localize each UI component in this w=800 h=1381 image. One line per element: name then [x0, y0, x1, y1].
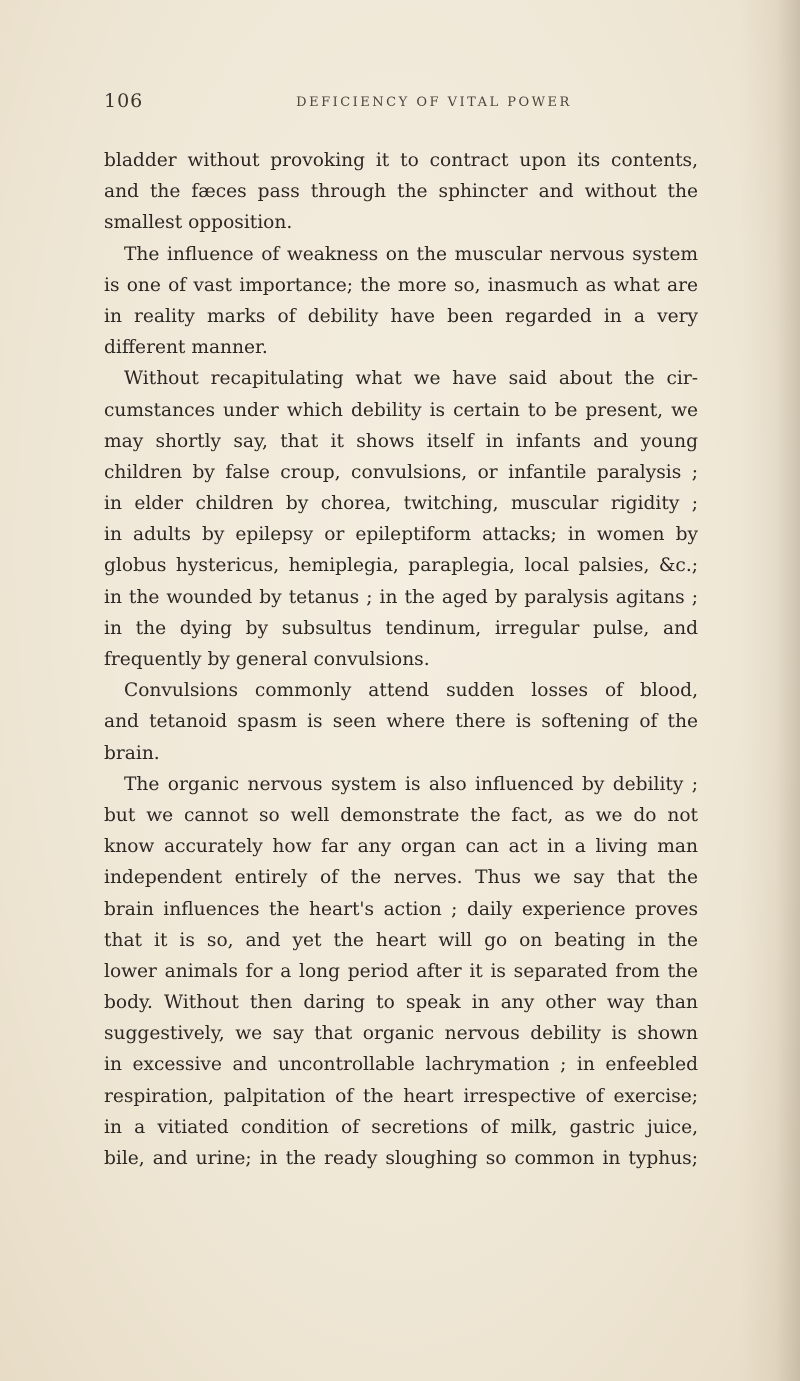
- text-line: suggestively, we say that organic nervous debility is shown: [104, 1023, 698, 1045]
- page-header: [104, 92, 694, 118]
- text-line: is one of vast importance; the more so, inasmuch as what are: [104, 274, 698, 296]
- text-line: know accurately how far any organ can act in a living man: [104, 836, 698, 858]
- text-line: smallest opposition.: [104, 212, 293, 234]
- text-line: Convulsions commonly attend sudden losses of blood,: [124, 680, 698, 702]
- text-line: bladder without provoking it to contract upon its contents,: [104, 150, 698, 171]
- text-line: in elder children by chorea, twitching, muscular rigidity ;: [104, 493, 698, 515]
- text-line: different manner.: [104, 337, 268, 359]
- text-line: brain.: [104, 742, 160, 764]
- text-line: Without recapitulating what we have said about the cir-: [124, 368, 698, 390]
- text-line: in adults by epilepsy or epileptiform attacks; in women by: [104, 524, 698, 546]
- text-line: children by false croup, convulsions, or infantile paralysis ;: [104, 461, 698, 483]
- text-line: that it is so, and yet the heart will go on beating in the: [104, 929, 698, 951]
- text-line: in reality marks of debility have been regarded in a very: [104, 305, 698, 327]
- text-line: frequently by general convulsions.: [104, 649, 430, 670]
- body-text: [104, 145, 698, 1174]
- text-line: cumstances under which debility is certain to be present, we: [104, 399, 698, 421]
- text-line: independent entirely of the nerves. Thus we say that the: [104, 867, 698, 889]
- text-line: globus hystericus, hemiplegia, paraplegia, local palsies, &c.;: [104, 555, 698, 577]
- text-line: in the wounded by tetanus ; in the aged by paralysis agitans ;: [104, 586, 698, 608]
- text-line: bile, and urine; in the ready sloughing so common in typhus;: [104, 1148, 698, 1169]
- text-line: and tetanoid spasm is seen where there is softening of the: [104, 711, 698, 733]
- text-line: in a vitiated condition of secretions of milk, gastric juice,: [104, 1116, 698, 1138]
- text-line: may shortly say, that it shows itself in infants and young: [104, 430, 698, 452]
- text-line: in the dying by subsultus tendinum, irregular pulse, and: [104, 617, 698, 639]
- text-line: but we cannot so well demonstrate the fact, as we do not: [104, 804, 698, 826]
- text-line: The organic nervous system is also influenced by debility ;: [124, 773, 698, 795]
- text-line: and the fæces pass through the sphincter and without the: [104, 181, 698, 203]
- text-line: brain influences the heart's action ; daily experience proves: [104, 898, 698, 920]
- text-line: in excessive and uncontrollable lachrymation ; in enfeebled: [104, 1054, 698, 1076]
- running-head: DEFICIENCY OF VITAL POWER: [296, 95, 572, 110]
- page-number: 106: [104, 90, 144, 112]
- text-line: respiration, palpitation of the heart irrespective of exercise;: [104, 1085, 698, 1107]
- text-line: The influence of weakness on the muscular nervous system: [124, 243, 698, 265]
- text-line: lower animals for a long period after it is separated from the: [104, 960, 698, 982]
- page-edge-shadow: [740, 0, 800, 1381]
- text-line: body. Without then daring to speak in any other way than: [104, 992, 698, 1014]
